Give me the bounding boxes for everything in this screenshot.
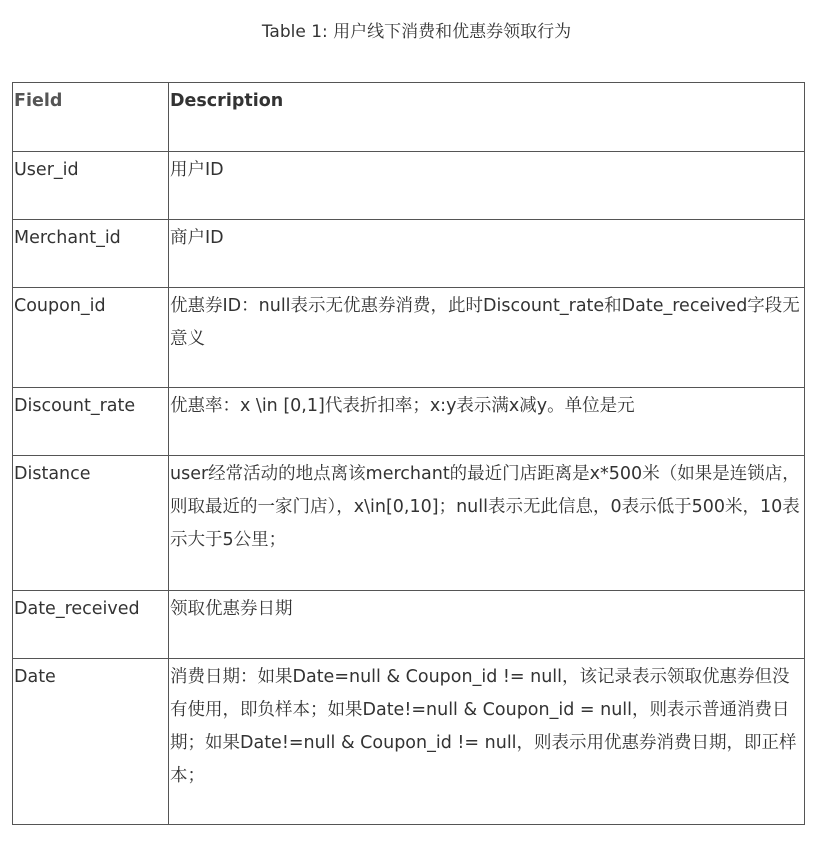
field-cell: User_id [13, 152, 169, 220]
description-cell: 优惠券ID：null表示无优惠券消费，此时Discount_rate和Date_received字段无意义 [169, 288, 805, 388]
description-cell: 消费日期：如果Date=null & Coupon_id != null，该记录表示领取优惠券但没有使用，即负样本；如果Date!=null & Coupon_id = null，则表示普通消费日期；如果Date!=null & Coupon_id != null，则表示用优惠券消费日期，即正样本； [169, 659, 805, 825]
table-row [13, 388, 805, 456]
field-cell: Date [13, 659, 169, 825]
data-dictionary-table [12, 82, 805, 825]
table-row [13, 152, 805, 220]
description-cell: 优惠率：x \in [0,1]代表折扣率；x:y表示满x减y。单位是元 [169, 388, 805, 456]
field-cell: Distance [13, 456, 169, 591]
description-cell: 用户ID [169, 152, 805, 220]
description-column-header: Description [169, 83, 805, 152]
description-cell: 领取优惠券日期 [169, 591, 805, 659]
table-row [13, 288, 805, 388]
description-cell: user经常活动的地点离该merchant的最近门店距离是x*500米（如果是连锁店，则取最近的一家门店），x\in[0,10]；null表示无此信息，0表示低于500米，10表示大于5公里； [169, 456, 805, 591]
field-cell: Coupon_id [13, 288, 169, 388]
table-row [13, 591, 805, 659]
field-cell: Discount_rate [13, 388, 169, 456]
field-cell: Date_received [13, 591, 169, 659]
field-column-header: Field [13, 83, 169, 152]
table-row [13, 456, 805, 591]
table-header-row [13, 83, 805, 152]
description-cell: 商户ID [169, 220, 805, 288]
table-caption: Table 1: 用户线下消费和优惠券领取行为 [261, 22, 572, 42]
field-cell: Merchant_id [13, 220, 169, 288]
table-row [13, 220, 805, 288]
table-row [13, 659, 805, 825]
